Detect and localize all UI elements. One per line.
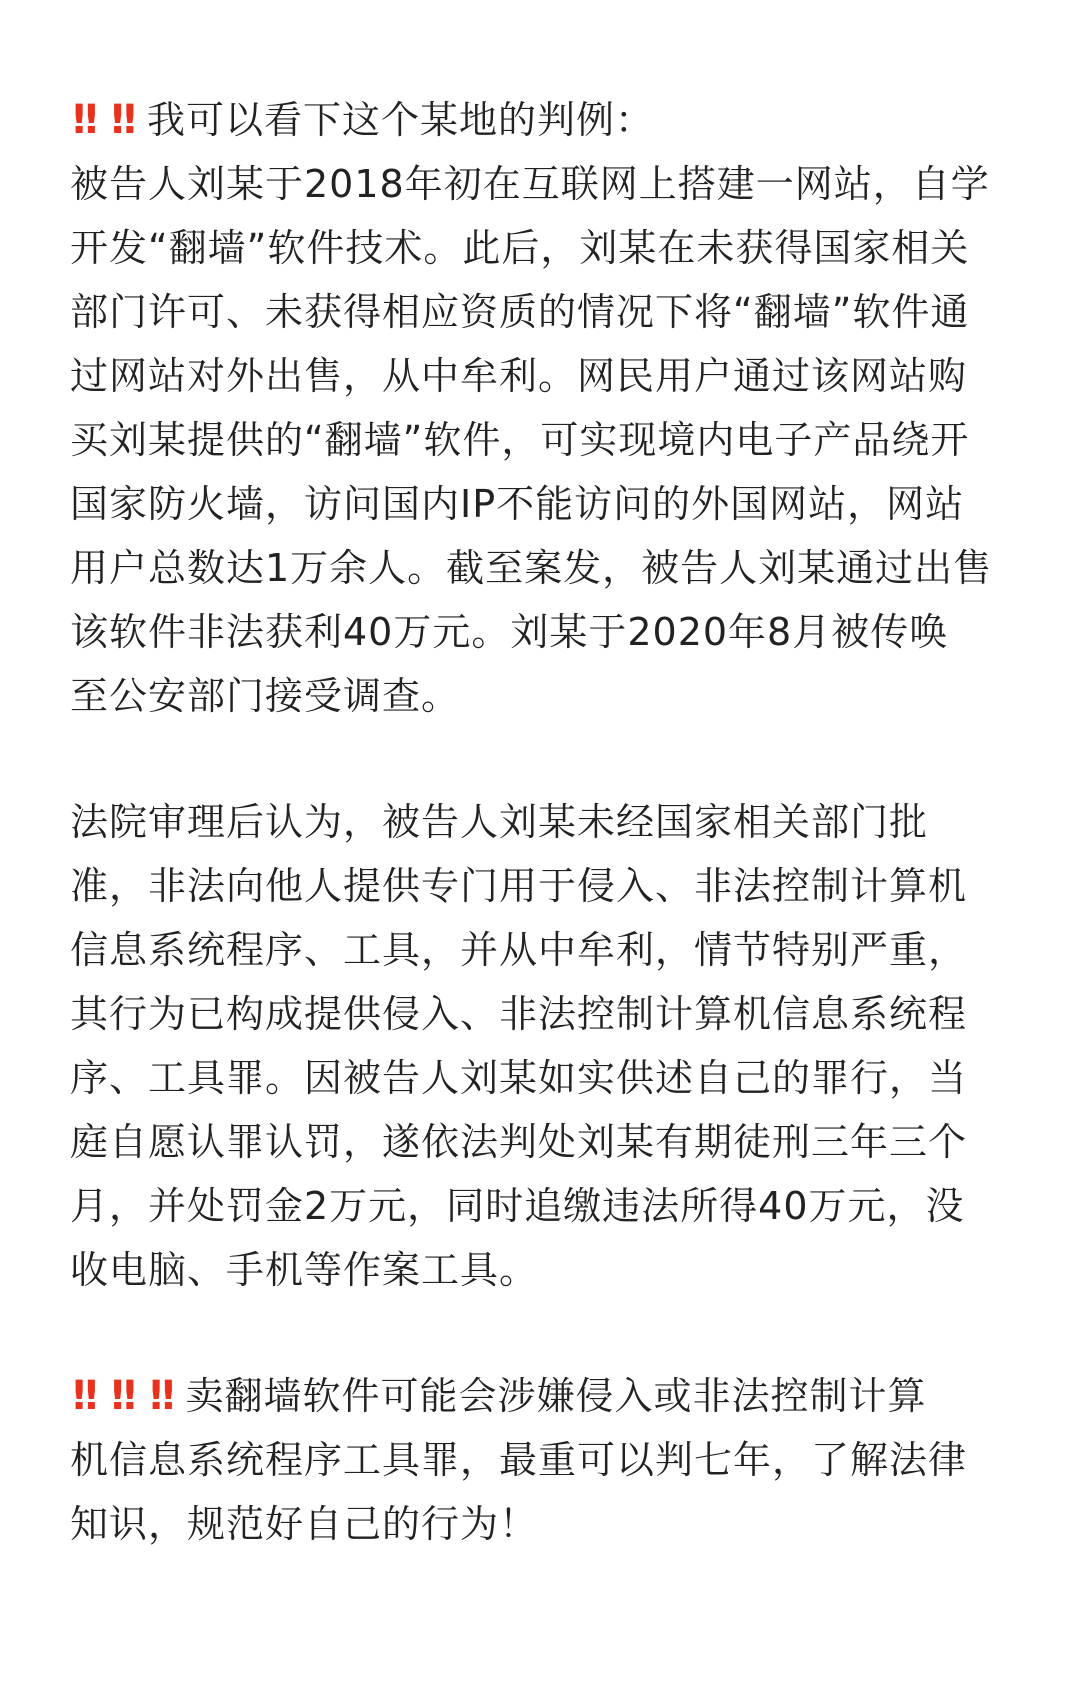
text-line: 信息系统程序、工具，并从中牟利，情节特别严重， bbox=[70, 928, 968, 972]
text-line: !! !! !! 卖翻墙软件可能会涉嫌侵入或非法控制计算 bbox=[70, 1373, 927, 1419]
text-line: 法院审理后认为，被告人刘某未经国家相关部门批 bbox=[70, 800, 929, 844]
text-line: 月，并处罚金2万元，同时追缴违法所得40万元，没 bbox=[70, 1184, 965, 1228]
text-line: 过网站对外出售，从中牟利。网民用户通过该网站购 bbox=[70, 354, 968, 398]
text-line: 收电脑、手机等作案工具。 bbox=[70, 1248, 539, 1292]
text-line: 序、工具罪。因被告人刘某如实供述自己的罪行，当 bbox=[70, 1056, 968, 1100]
text-line: 买刘某提供的“翻墙”软件，可实现境内电子产品绕开 bbox=[70, 418, 970, 462]
text-line: 被告人刘某于2018年初在互联网上搭建一网站，自学 bbox=[70, 162, 990, 206]
text-line: 部门许可、未获得相应资质的情况下将“翻墙”软件通 bbox=[70, 290, 970, 334]
post-body bbox=[70, 88, 1010, 1556]
warning-paragraph bbox=[70, 1364, 1010, 1556]
verdict-paragraph bbox=[70, 790, 1010, 1302]
text-line: 其行为已构成提供侵入、非法控制计算机信息系统程 bbox=[70, 992, 968, 1036]
double-exclamation-icon: !! bbox=[108, 97, 133, 143]
text-line: 庭自愿认罪认罚，遂依法判处刘某有期徒刑三年三个 bbox=[70, 1120, 968, 1164]
text-line: 至公安部门接受调查。 bbox=[70, 674, 461, 718]
double-exclamation-icon: !! bbox=[146, 1373, 172, 1419]
text-line: 该软件非法获利40万元。刘某于2020年8月被传唤 bbox=[70, 610, 949, 654]
text-line: 国家防火墙，访问国内IP不能访问的外国网站，网站 bbox=[70, 482, 965, 526]
double-exclamation-icon: !! bbox=[108, 1373, 133, 1419]
text-line: 知识，规范好自己的行为！ bbox=[70, 1502, 539, 1546]
text-line: 机信息系统程序工具罪，最重可以判七年，了解法律 bbox=[70, 1438, 968, 1482]
text-line: 准，非法向他人提供专门用于侵入、非法控制计算机 bbox=[70, 864, 968, 908]
double-exclamation-icon: !! bbox=[70, 1373, 95, 1419]
text-line: 用户总数达1万余人。截至案发，被告人刘某通过出售 bbox=[70, 546, 993, 590]
text-line: 开发“翻墙”软件技术。此后，刘某在未获得国家相关 bbox=[70, 226, 970, 270]
double-exclamation-icon: !! bbox=[70, 97, 95, 143]
case-paragraph bbox=[70, 88, 1010, 728]
text-line: !! !! 我可以看下这个某地的判例： bbox=[70, 97, 654, 143]
